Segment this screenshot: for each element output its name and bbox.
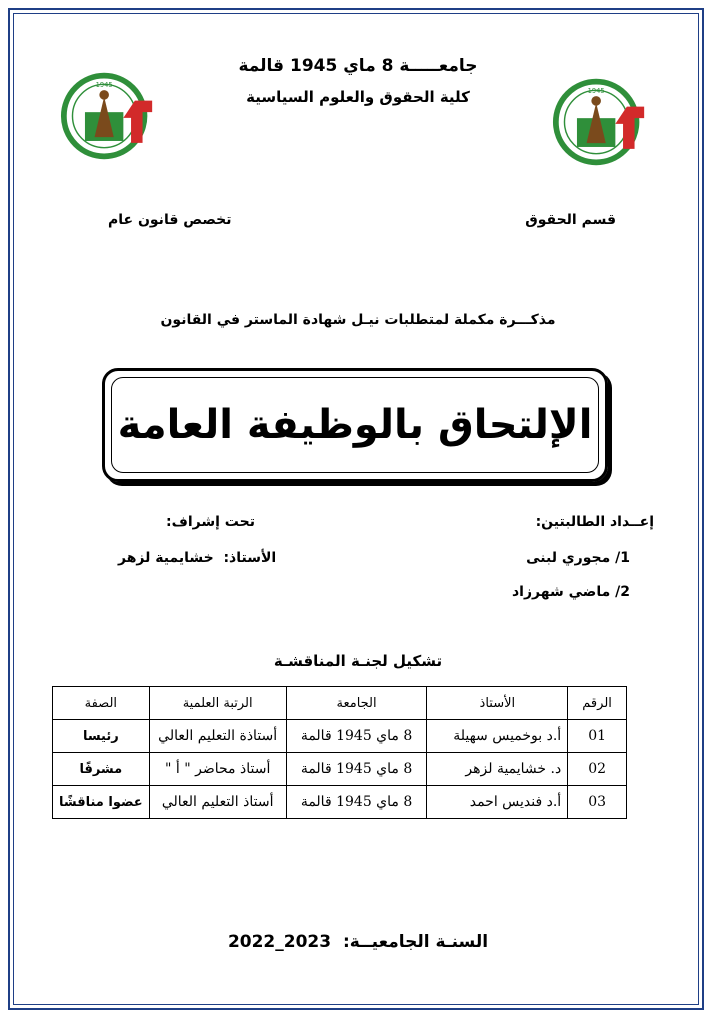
thesis-title: الإلتحاق بالوظيفة العامة [117,402,593,448]
committee-role: مشرفًا [53,753,150,786]
students-heading: إعــداد الطالبتين: [535,514,654,530]
supervision-heading: تحت إشراف: [166,514,255,530]
academic-rank: أستاذة التعليم العالي [149,720,286,753]
row-number: 03 [568,786,627,819]
faculty-name: كلية الحقوق والعلوم السياسية [246,88,470,106]
university-cell: 8 ماي 1945 قالمة [286,753,427,786]
committee-heading: تشكيل لجنـة المناقشـة [273,652,443,670]
academic-rank: أستاذ محاضر " أ " [149,753,286,786]
university-logo-left [60,68,156,164]
column-header: الرقم [568,687,627,720]
committee-role: عضوا مناقشًا [53,786,150,819]
memo-description: مذكـــرة مكملة لمتطلبات نيـل شهادة الماستر في القانون [160,312,556,328]
committee-table [52,686,627,819]
professor-name: د. خشايمية لزهر [427,753,568,786]
column-header: الأستاذ [427,687,568,720]
professor-name: أ.د بوخميس سهيلة [427,720,568,753]
column-header: الجامعة [286,687,427,720]
student-2: 2/ ماضي شهرزاد [512,584,630,600]
row-number: 02 [568,753,627,786]
column-header: الصفة [53,687,150,720]
specialty-label: تخصص قانون عام [108,212,232,228]
supervisor-line [118,550,276,566]
row-number: 01 [568,720,627,753]
title-box [102,368,608,482]
table-row [53,720,627,753]
table-header-row [53,687,627,720]
supervisor-label: الأستاذ: [223,550,277,566]
academic-year-label: السنـة الجامعيــة: [342,932,489,952]
logo-year-text: 1945 [95,81,113,90]
committee-role: رئيسا [53,720,150,753]
column-header: الرتبة العلمية [149,687,286,720]
university-cell: 8 ماي 1945 قالمة [286,720,427,753]
table-row [53,753,627,786]
supervisor-name: خشايمية لزهر [118,550,214,566]
academic-year-value: 2023_2022 [227,932,332,952]
professor-name: أ.د فنديس احمد [427,786,568,819]
university-name: جامعـــــة 8 ماي 1945 قالمة [238,56,478,76]
university-cell: 8 ماي 1945 قالمة [286,786,427,819]
academic-rank: أستاذ التعليم العالي [149,786,286,819]
academic-year-line [0,932,716,952]
logo-year-text: 1945 [587,87,605,96]
table-row [53,786,627,819]
student-1: 1/ مجوري لبنى [526,550,630,566]
department-label: قسم الحقوق [525,212,616,228]
